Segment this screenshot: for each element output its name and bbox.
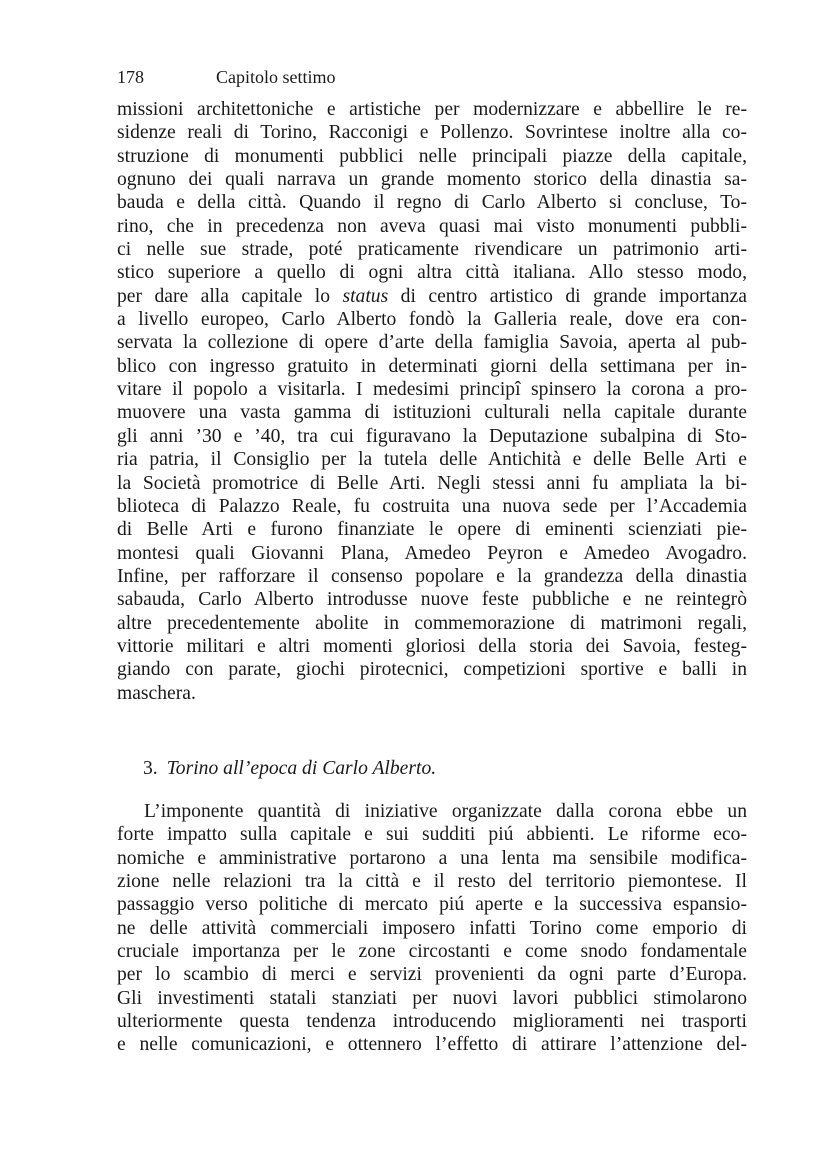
text-line: sidenze reali di Torino, Racconigi e Pollenzo. Sovrintese inoltre alla co- — [117, 122, 747, 144]
text-line: gli anni ’30 e ’40, tra cui figuravano la Deputazione subalpina di Sto- — [117, 425, 747, 447]
text-line: missioni architettoniche e artistiche per modernizzare e abbellire le re- — [117, 99, 747, 120]
text-line: ognuno dei quali narrava un grande momento storico della dinastia sa- — [117, 169, 747, 191]
text-line: servata la collezione di opere d’arte della famiglia Savoia, aperta al pub- — [117, 332, 747, 354]
text-line: cruciale importanza per le zone circostanti e come snodo fondamentale — [117, 941, 747, 963]
text-line: vitare il popolo a visitarla. I medesimi principî spinsero la corona a pro- — [117, 379, 747, 401]
text-line — [117, 285, 747, 308]
paragraph-1 — [117, 98, 747, 705]
text-line: montesi quali Giovanni Plana, Amedeo Peyron e Amedeo Avogadro. — [117, 542, 747, 564]
text-line: di Belle Arti e furono finanziate le opere di eminenti scienziati pie- — [117, 519, 747, 541]
text-line: e nelle comunicazioni, e ottennero l’effetto di attirare l’attenzione del- — [117, 1034, 747, 1056]
text-line: bauda e della città. Quando il regno di Carlo Alberto si concluse, To- — [117, 192, 747, 214]
chapter-title: Capitolo settimo — [216, 67, 336, 87]
text-line: ulteriormente questa tendenza introducendo miglioramenti nei trasporti — [117, 1011, 747, 1033]
text-line: blioteca di Palazzo Reale, fu costruita una nuova sede per l’Accademia — [117, 495, 747, 517]
page-number: 178 — [117, 67, 144, 87]
text-line: nomiche e amministrative portarono a una lenta ma sensibile modifica- — [117, 847, 747, 869]
text-line: Gli investimenti statali stanziati per nuovi lavori pubblici stimolarono — [117, 987, 747, 1009]
paragraph-2 — [117, 800, 747, 1057]
text-line: stico superiore a quello di ogni altra città italiana. Allo stesso modo, — [117, 262, 747, 284]
text-line: zione nelle relazioni tra la città e il resto del territorio piemontese. Il — [117, 871, 747, 893]
text-segment: di centro artistico di grande importanza — [388, 285, 747, 307]
text-line: per lo scambio di merci e servizi provenienti da ogni parte d’Europa. — [117, 964, 747, 986]
text-line: ci nelle sue strade, poté praticamente rivendicare un patrimonio arti- — [117, 239, 747, 261]
section-number: 3. — [143, 758, 158, 779]
italic-term: status — [342, 285, 389, 307]
text-line: sabauda, Carlo Alberto introdusse nuove feste pubbliche e ne reintegrò — [117, 589, 747, 611]
text-line: forte impatto sulla capitale e sui sudditi piú abbienti. Le riforme eco- — [117, 824, 747, 846]
text-line: vittorie militari e altri momenti gloriosi della storia dei Savoia, festeg- — [117, 635, 747, 657]
text-segment: per dare alla capitale lo — [117, 285, 343, 307]
text-line: struzione di monumenti pubblici nelle principali piazze della capitale, — [117, 145, 747, 167]
text-line: ne delle attività commerciali imposero infatti Torino come emporio di — [117, 917, 747, 939]
text-line: maschera. — [117, 682, 196, 704]
text-line: Infine, per rafforzare il consenso popolare e la grandezza della dinastia — [117, 565, 747, 587]
text-line: passaggio verso politiche di mercato piú aperte e la successiva espansio- — [117, 894, 747, 916]
text-line: L’imponente quantità di iniziative organizzate dalla corona ebbe un — [144, 801, 747, 822]
text-line: ria patria, il Consiglio per la tutela delle Antichità e delle Belle Arti e — [117, 449, 747, 471]
text-line: la Società promotrice di Belle Arti. Negli stessi anni fu ampliata la bi- — [117, 472, 747, 494]
text-line: giando con parate, giochi pirotecnici, competizioni sportive e balli in — [117, 659, 747, 681]
text-line: altre precedentemente abolite in commemorazione di matrimoni regali, — [117, 612, 747, 634]
section-title: Torino all’epoca di Carlo Alberto. — [166, 758, 437, 779]
section-heading — [143, 757, 436, 781]
text-line: a livello europeo, Carlo Alberto fondò la Galleria reale, dove era con- — [117, 309, 747, 331]
running-header — [117, 64, 757, 90]
text-line: blico con ingresso gratuito in determinati giorni della settimana per in- — [117, 355, 747, 377]
text-line: rino, che in precedenza non aveva quasi mai visto monumenti pubbli- — [117, 215, 747, 237]
text-line: muovere una vasta gamma di istituzioni culturali nella capitale durante — [117, 402, 747, 424]
